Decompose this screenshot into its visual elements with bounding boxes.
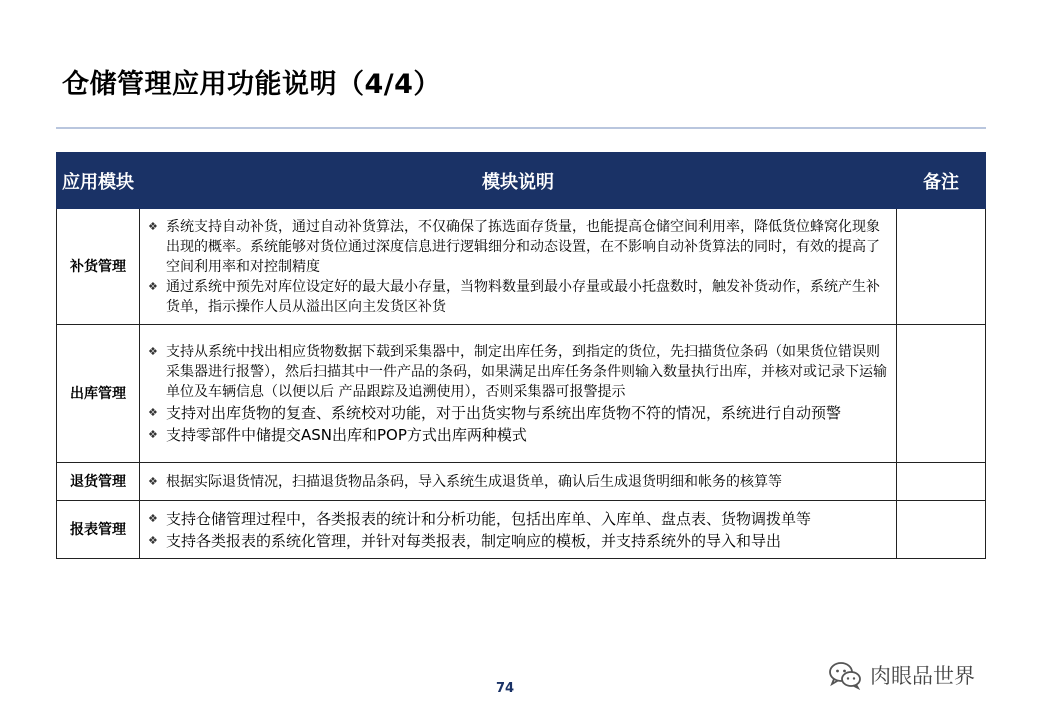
diamond-bullet-icon: ❖: [148, 511, 158, 525]
list-item: ❖ 支持零部件中储提交ASN出库和POP方式出库两种模式: [148, 425, 527, 444]
page-number: 74: [496, 681, 515, 696]
list-item: ❖ 支持各类报表的系统化管理，并针对每类报表，制定响应的模板，并支持系统外的导入和导出: [148, 531, 782, 550]
module-name: 出库管理: [57, 325, 140, 463]
diamond-bullet-icon: ❖: [148, 279, 158, 293]
title-divider: [56, 127, 986, 129]
module-remark: [897, 501, 986, 559]
module-description: [140, 209, 897, 325]
list-item: ❖ 通过系统中预先对库位设定好的最大最小存量，当物料数量到最小存量或最小托盘数时，触发补货动作，系统产生补货单，指示操作人员从溢出区向主发货区补货: [148, 278, 880, 315]
module-remark: [897, 463, 986, 501]
list-item: ❖ 支持对出库货物的复查、系统校对功能，对于出货实物与系统出库货物不符的情况，系统进行自动预警: [148, 403, 842, 422]
list-item: ❖ 根据实际退货情况，扫描退货物品条码，导入系统生成退货单，确认后生成退货明细和帐务的核算等: [148, 473, 782, 490]
page-title: 仓储管理应用功能说明（4/4）: [62, 69, 441, 100]
table-row: [57, 463, 986, 501]
diamond-bullet-icon: ❖: [148, 474, 158, 488]
function-table: [56, 152, 986, 559]
header-module: 应用模块: [57, 153, 140, 209]
module-description: [140, 501, 897, 559]
module-description: [140, 463, 897, 501]
module-description: [140, 325, 897, 463]
header-remark: 备注: [897, 153, 986, 209]
table-header-row: [57, 153, 986, 209]
module-name: 补货管理: [57, 209, 140, 325]
wechat-logo-icon: [828, 660, 862, 690]
diamond-bullet-icon: ❖: [148, 219, 158, 233]
list-item: ❖ 系统支持自动补货，通过自动补货算法，不仅确保了拣选面存货量，也能提高仓储空间利用率，降低货位蜂窝化现象出现的概率。系统能够对货位通过深度信息进行逻辑细分和动态设置，在不影响自动补货算法的同时，有效的提高了空间利用率和对控制精度: [148, 218, 880, 275]
table-row: [57, 501, 986, 559]
watermark: [828, 660, 975, 690]
diamond-bullet-icon: ❖: [148, 427, 158, 441]
list-item: ❖ 支持从系统中找出相应货物数据下载到采集器中，制定出库任务，到指定的货位，先扫描货位条码（如果货位错误则采集器进行报警），然后扫描其中一件产品的条码，如果满足出库任务条件则输入数量执行出库，并核对或记录下运输单位及车辆信息（以便以后 产品跟踪及追溯使用），否则采集器可报警提示: [148, 343, 887, 400]
list-item: ❖ 支持仓储管理过程中，各类报表的统计和分析功能，包括出库单、入库单、盘点表、货物调拨单等: [148, 509, 812, 528]
header-description: 模块说明: [140, 153, 897, 209]
module-remark: [897, 325, 986, 463]
table-row: [57, 325, 986, 463]
module-remark: [897, 209, 986, 325]
watermark-text: 肉眼品世界: [870, 664, 975, 688]
diamond-bullet-icon: ❖: [148, 533, 158, 547]
module-name: 报表管理: [57, 501, 140, 559]
diamond-bullet-icon: ❖: [148, 344, 158, 358]
module-name: 退货管理: [57, 463, 140, 501]
table-row: [57, 209, 986, 325]
diamond-bullet-icon: ❖: [148, 405, 158, 419]
